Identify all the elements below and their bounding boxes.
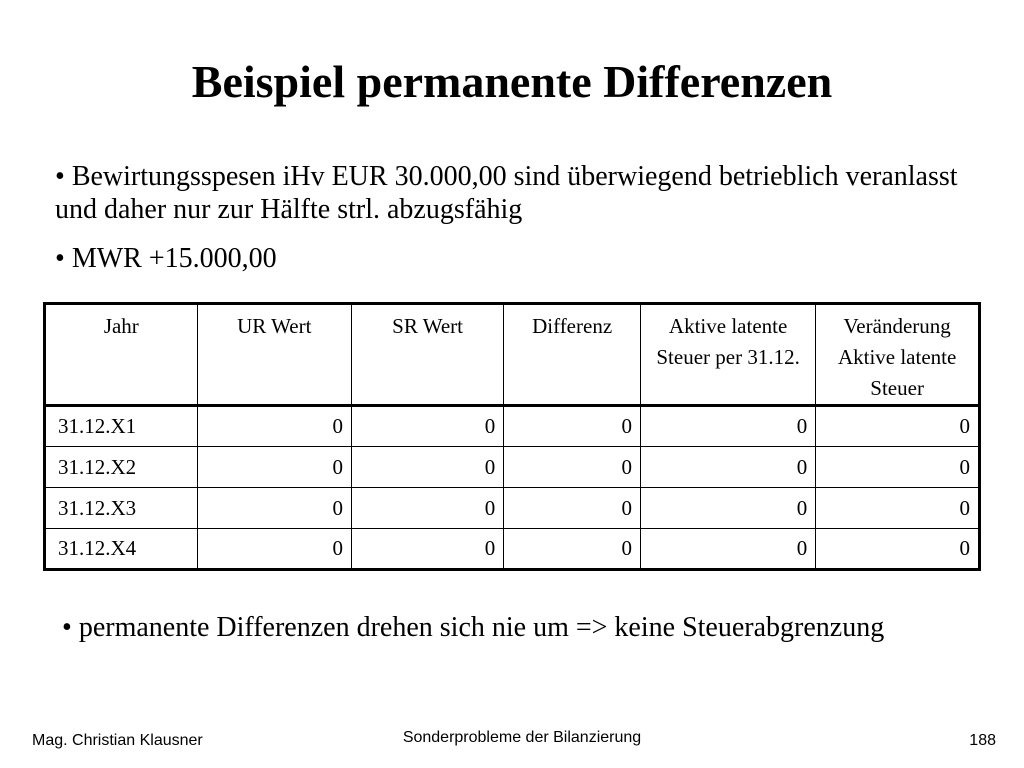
cell-ur-wert: 0: [197, 447, 351, 488]
cell-veraenderung: 0: [816, 447, 980, 488]
table-row: [45, 406, 980, 447]
bullet-conclusion: [62, 611, 922, 644]
bullet-text: MWR +15.000,00: [71, 243, 277, 274]
cell-veraenderung: 0: [816, 529, 980, 570]
cell-ur-wert: 0: [197, 488, 351, 529]
cell-jahr: 31.12.X2: [45, 447, 198, 488]
footer-author: Mag. Christian Klausner: [32, 732, 203, 749]
cell-differenz: 0: [504, 447, 641, 488]
footer-topic: Sonderprobleme der Bilanzierung: [402, 729, 642, 746]
cell-jahr: 31.12.X4: [45, 529, 198, 570]
bullet-marker: •: [55, 161, 65, 192]
cell-sr-wert: 0: [351, 529, 503, 570]
header-sr-wert: SR Wert: [351, 304, 503, 406]
cell-differenz: 0: [504, 406, 641, 447]
page-number: 188: [969, 732, 996, 749]
cell-jahr: 31.12.X3: [45, 488, 198, 529]
bullet-text: Bewirtungsspesen iHv EUR 30.000,00 sind überwiegend betrieblich veranlasst und daher nur zur Hälfte strl. abzugsfähig: [55, 161, 958, 225]
cell-aktive-latente-steuer: 0: [640, 447, 815, 488]
header-ur-wert: UR Wert: [197, 304, 351, 406]
cell-differenz: 0: [504, 529, 641, 570]
bullet-marker: •: [62, 612, 72, 643]
table-row: [45, 488, 980, 529]
slide-title: Beispiel permanente Differenzen: [191, 56, 833, 107]
cell-sr-wert: 0: [351, 488, 503, 529]
cell-sr-wert: 0: [351, 406, 503, 447]
bullet-marker: •: [55, 243, 65, 274]
cell-ur-wert: 0: [197, 406, 351, 447]
cell-differenz: 0: [504, 488, 641, 529]
cell-aktive-latente-steuer: 0: [640, 529, 815, 570]
header-differenz: Differenz: [504, 304, 641, 406]
table-row: [45, 529, 980, 570]
header-jahr: Jahr: [45, 304, 198, 406]
cell-jahr: 31.12.X1: [45, 406, 198, 447]
cell-ur-wert: 0: [197, 529, 351, 570]
bullet-text: permanente Differenzen drehen sich nie um => keine Steuerabgrenzung: [78, 612, 885, 643]
cell-veraenderung: 0: [816, 406, 980, 447]
header-aktive-latente-steuer: Aktive latente Steuer per 31.12.: [640, 304, 815, 406]
table-header-row: [45, 304, 980, 406]
cell-sr-wert: 0: [351, 447, 503, 488]
table-row: [45, 447, 980, 488]
bullet-bewirtungsspesen: [55, 160, 975, 226]
cell-veraenderung: 0: [816, 488, 980, 529]
cell-aktive-latente-steuer: 0: [640, 488, 815, 529]
bullet-mwr: [55, 242, 655, 275]
deferred-tax-table: [43, 302, 981, 571]
header-veraenderung: Veränderung Aktive latente Steuer: [816, 304, 980, 406]
cell-aktive-latente-steuer: 0: [640, 406, 815, 447]
